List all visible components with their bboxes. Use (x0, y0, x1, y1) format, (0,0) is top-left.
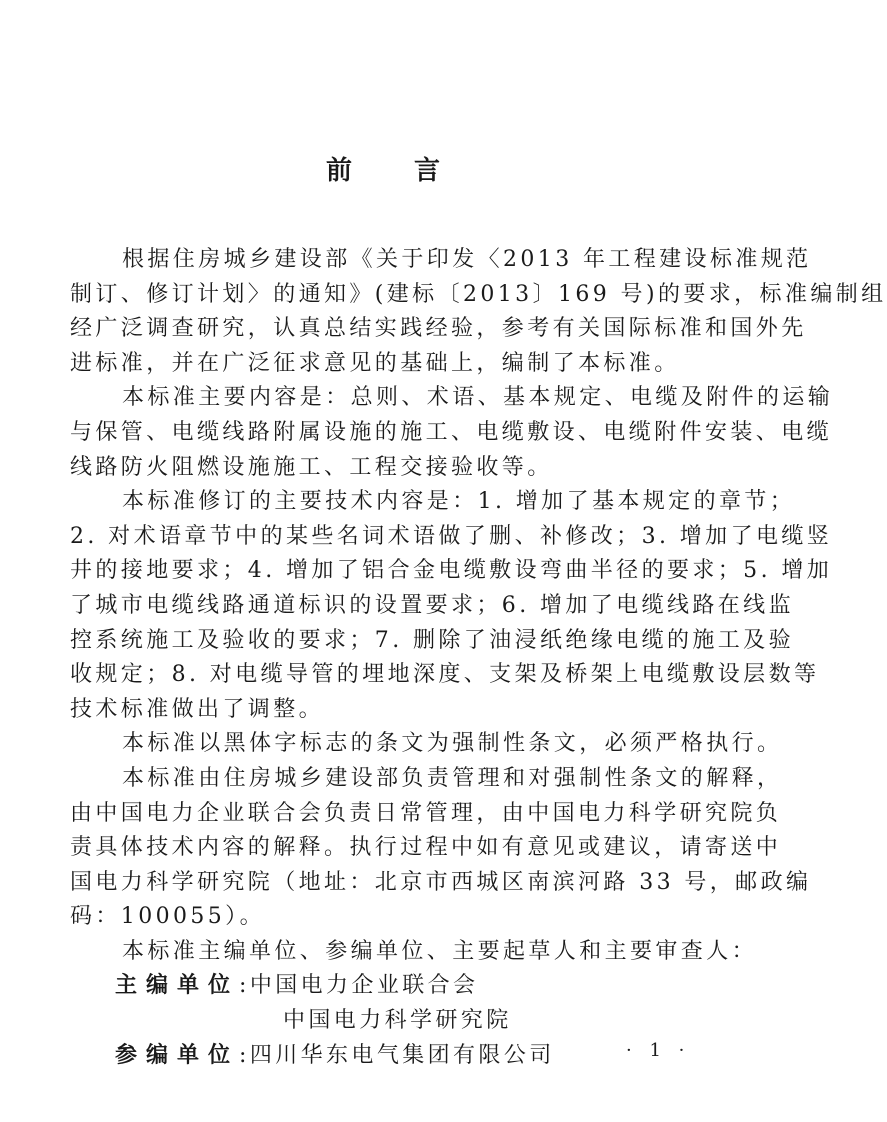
paragraph-revisions (70, 485, 833, 727)
text-line: 技术标准做出了调整。 (70, 696, 325, 722)
text-line: 码：100055）。 (70, 904, 265, 930)
text-line: 本标准主要内容是：总则、术语、基本规定、电缆及附件的运输 (122, 385, 834, 411)
text-line: 进标准，并在广泛征求意见的基础上，编制了本标准。 (70, 350, 680, 376)
paragraph-main-content (70, 381, 834, 485)
paragraph-mandatory (70, 727, 783, 762)
participating-unit-label: 参编单位 (115, 1042, 240, 1068)
chief-org: 中国电力企业联合会 (249, 973, 479, 999)
text-line: 线路防火阻燃设施施工、工程交接验收等。 (70, 454, 553, 480)
participating-org: 四川华东电气集团有限公司 (249, 1042, 555, 1068)
text-line: 井的接地要求；4. 增加了铝合金电缆敷设弯曲半径的要求；5. 增加 (70, 558, 833, 584)
chief-org: 中国电力科学研究院 (283, 1008, 512, 1034)
participating-unit-row (70, 1039, 685, 1074)
paragraph-units-intro (70, 935, 758, 970)
text-line: 本标准主编单位、参编单位、主要起草人和主要审查人： (122, 938, 758, 964)
document-body (70, 243, 887, 1073)
text-line: 与保管、电缆线路附属设施的施工、电缆敷设、电缆附件安装、电缆 (70, 419, 833, 445)
text-line: 国电力科学研究院（地址：北京市西城区南滨河路 33 号，邮政编 (70, 869, 812, 895)
text-line: 责具体技术内容的解释。执行过程中如有意见或建议，请寄送中 (70, 835, 782, 861)
page-number: · 1 · (626, 1040, 691, 1061)
text-line: 控系统施工及验收的要求；7. 删除了油浸纸绝缘电缆的施工及验 (70, 627, 794, 653)
text-line: 本标准以黑体字标志的条文为强制性条文，必须严格执行。 (122, 731, 783, 757)
text-line: 由中国电力企业联合会负责日常管理，由中国电力科学研究院负 (70, 800, 782, 826)
chief-unit-label: 主编单位 (115, 973, 240, 999)
text-line: 本标准修订的主要技术内容是：1. 增加了基本规定的章节； (122, 489, 796, 515)
text-line: 经广泛调查研究，认真总结实践经验，参考有关国际标准和国外先 (70, 316, 807, 342)
page-title: 前言 (325, 156, 502, 186)
paragraph-basis (70, 243, 887, 381)
text-line: 2. 对术语章节中的某些名词术语做了删、补修改；3. 增加了电缆竖 (70, 523, 833, 549)
text-line: 根据住房城乡建设部《关于印发〈2013 年工程建设标准规范 (122, 247, 812, 272)
chief-unit-row (70, 969, 685, 1004)
text-line: 本标准由住房城乡建设部负责管理和对强制性条文的解释， (122, 765, 783, 791)
text-line: 制订、修订计划〉的通知》(建标〔2013〕169 号)的要求，标准编制组 (70, 281, 887, 307)
separator: : (239, 973, 250, 999)
chief-unit-row-continued (70, 1004, 685, 1039)
text-line: 了城市电缆线路通道标识的设置要求；6. 增加了电缆线路在线监 (70, 592, 794, 618)
separator: : (239, 1042, 250, 1068)
text-line: 收规定；8. 对电缆导管的埋地深度、支架及桥架上电缆敷设层数等 (70, 662, 820, 688)
paragraph-management (70, 762, 812, 935)
